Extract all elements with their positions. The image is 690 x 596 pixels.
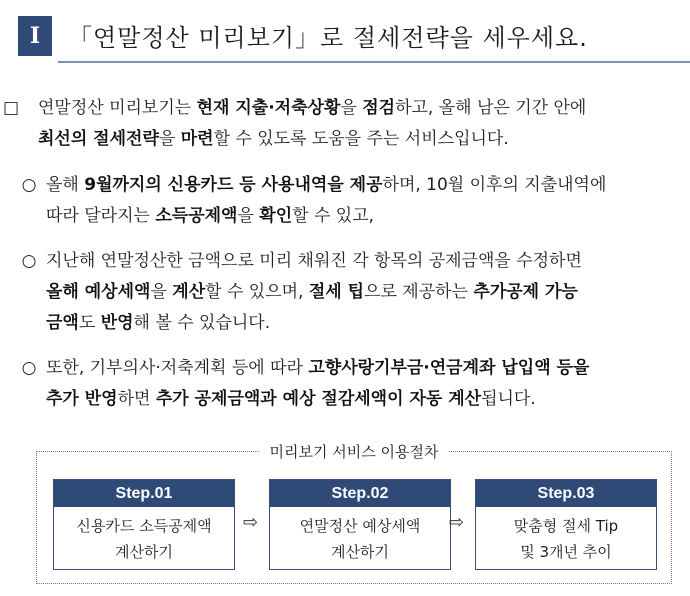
step-description: 맞춤형 절세 Tip 및 3개년 추이	[513, 517, 619, 561]
arrow-right-icon: ⇨	[243, 512, 259, 533]
circle-bullet: ○	[21, 251, 37, 271]
section-number-badge: I	[18, 16, 52, 56]
paragraph-line: 올해 예상세액을 계산할 수 있으며, 절세 팁으로 제공하는 추가공제 가능	[46, 282, 578, 302]
square-bullet: □	[2, 98, 20, 118]
paragraph-line: 연말정산 미리보기는 현재 지출·저축상황을 점검하고, 올해 남은 기간 안에	[38, 98, 587, 118]
paragraph-line: 또한, 기부의사·저축계획 등에 따라 고향사랑기부금·연금계좌 납입액 등을	[46, 358, 590, 378]
step-label: Step.03	[476, 480, 656, 507]
paragraph-line: 추가 반영하면 추가 공제금액과 예상 절감세액이 자동 계산됩니다.	[46, 389, 536, 409]
paragraph-line: 지난해 연말정산한 금액으로 미리 채워진 각 항목의 공제금액을 수정하면	[46, 251, 582, 271]
step-description: 신용카드 소득공제액 계산하기	[76, 517, 212, 561]
header-divider	[58, 61, 690, 63]
section-header	[18, 16, 674, 66]
paragraph-line: 올해 9월까지의 신용카드 등 사용내역을 제공하며, 10월 이후의 지출내역에	[46, 175, 607, 195]
step-02-card	[269, 479, 451, 570]
paragraph-line: 최선의 절세전략을 마련할 수 있도록 도움을 주는 서비스입니다.	[38, 129, 509, 149]
section-title: 「연말정산 미리보기」로 절세전략을 세우세요.	[68, 24, 588, 52]
circle-bullet: ○	[21, 175, 37, 195]
step-label: Step.02	[270, 480, 450, 507]
step-03-card	[475, 479, 657, 570]
step-01-card	[53, 479, 235, 570]
circle-bullet: ○	[21, 358, 37, 378]
step-label: Step.01	[54, 480, 234, 507]
arrow-right-icon: ⇨	[449, 512, 465, 533]
paragraph-line: 따라 달라지는 소득공제액을 확인할 수 있고,	[46, 206, 375, 226]
service-procedure-box	[36, 443, 672, 584]
paragraph-line: 금액도 반영해 볼 수 있습니다.	[46, 313, 271, 333]
procedure-title: 미리보기 서비스 이용절차	[260, 441, 449, 462]
step-description: 연말정산 예상세액 계산하기	[299, 517, 421, 561]
